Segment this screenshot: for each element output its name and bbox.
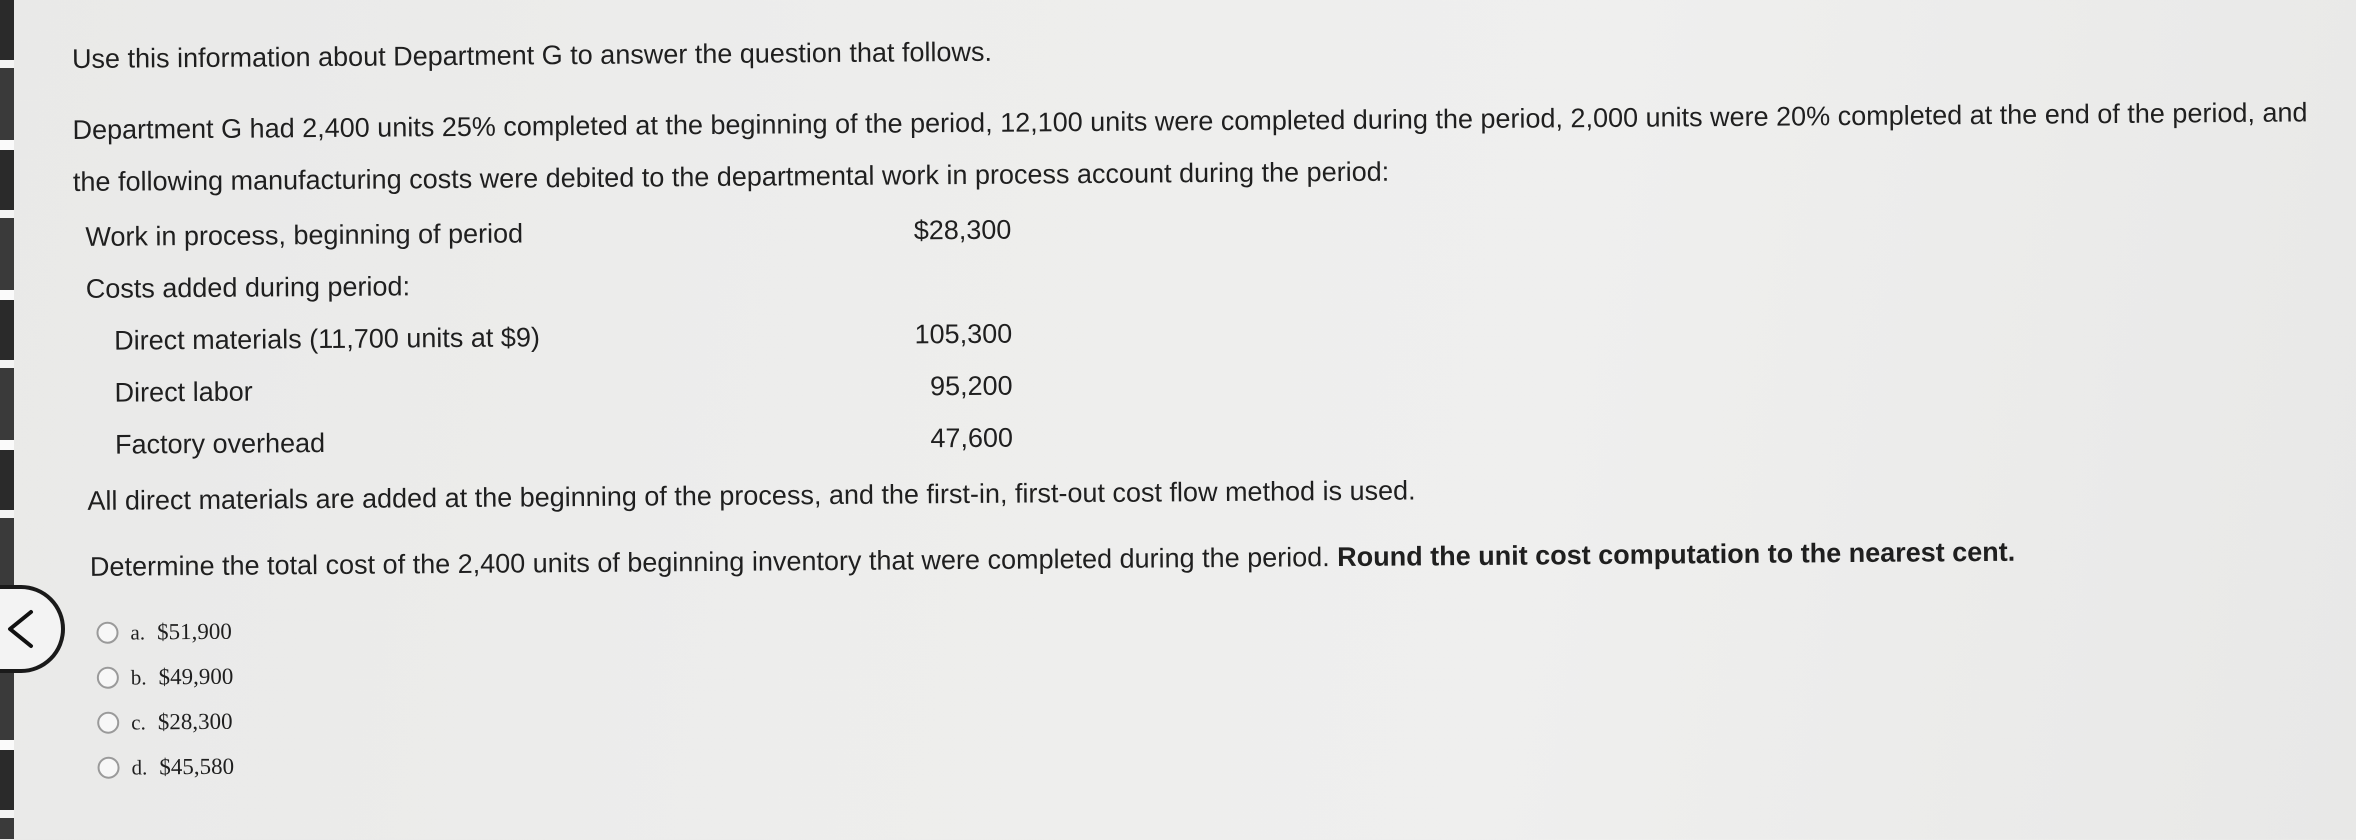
cost-value: 95,200 [929,370,1013,402]
option-value: $45,580 [159,753,235,780]
cost-value: 105,300 [914,318,1013,350]
chevron-left-icon [5,609,35,649]
cost-value: 47,600 [930,422,1014,454]
radio-unselected-icon[interactable] [97,712,119,734]
method-note: All direct materials are added at the beginning of the process, and the first-in, first-out cost flow method is used. [87,475,1416,516]
radio-unselected-icon[interactable] [97,757,119,779]
cost-label: Work in process, beginning of period [85,218,524,252]
intro-text: Use this information about Department G to answer the question that follows. [71,36,993,74]
option-letter: b. [130,664,147,690]
department-description: Department G had 2,400 units 25% completed at the beginning of the period, 12,100 units were completed during the period, 2,000 units were 20% completed at the end of the period, and the following manufacturing costs were debited to the departmental work in process account during the period: [72,97,2308,197]
option-letter: c. [131,709,146,735]
answer-option-a[interactable] [96,619,232,646]
option-value: $28,300 [157,708,233,735]
question-emphasis: Round the unit cost computation to the nearest cent. [1337,536,2016,573]
answer-option-c[interactable] [97,709,233,736]
option-value: $51,900 [156,618,232,645]
cost-label: Direct materials (11,700 units at $9) [114,322,540,356]
option-value: $49,900 [158,663,234,690]
cost-value: $28,300 [913,214,1012,246]
option-letter: d. [131,754,148,780]
answer-option-b[interactable] [97,664,234,691]
cost-row-wip-beginning [85,214,1012,252]
cost-row-direct-labor [114,370,1013,408]
cost-heading-label: Costs added during period: [85,271,411,304]
option-letter: a. [130,619,146,645]
question-text: Determine the total cost of the 2,400 units of beginning inventory that were completed during the period. [89,542,1330,582]
question-prompt [90,537,2015,583]
answer-option-d[interactable] [97,754,234,781]
cost-row-factory-overhead [114,422,1014,460]
radio-unselected-icon[interactable] [96,622,118,644]
cost-label: Factory overhead [114,428,326,460]
costs-added-heading [85,267,1012,304]
cost-row-direct-materials [114,318,1013,356]
radio-unselected-icon[interactable] [97,667,119,689]
cost-label: Direct labor [114,376,253,408]
